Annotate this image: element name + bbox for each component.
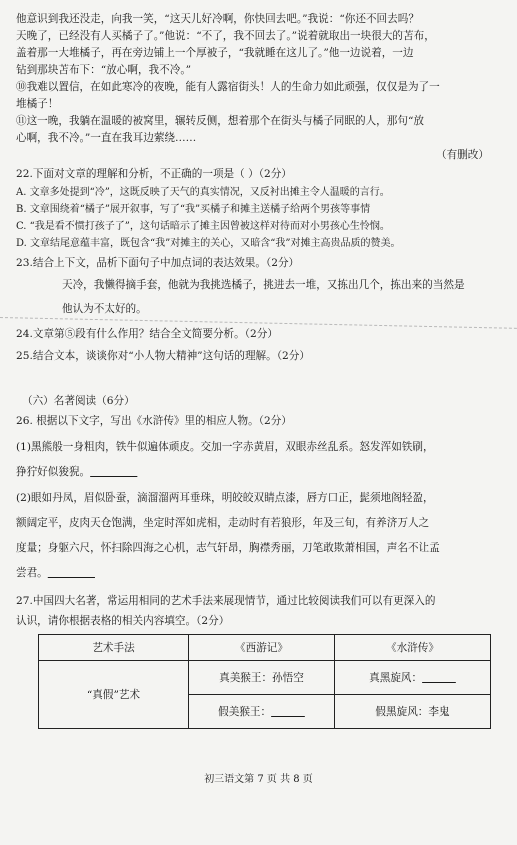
q22-option-a: A. 文章多处提到“冷”，这既反映了天气的真实情况，又反衬出摊主令人温暖的言行。 [16, 187, 390, 198]
table-cell-real-whirlwind [335, 661, 491, 695]
real-whirlwind-label: 真黑旋风： [369, 672, 423, 684]
passage-line: 他意识到我还没走，向我一笑，“这天儿好冷啊，你快回去吧。”我说：“你还不回去吗？ [16, 13, 419, 25]
table-header-shuihu: 《水浒传》 [335, 635, 491, 661]
q26-passage-2: (2)眼如丹凤，眉似卧蚕，滴溜溜两耳垂珠，明皎皎双睛点漆，唇方口正，髭须地阁轻盈， [16, 492, 434, 504]
passage-line: 盖着那一大堆橘子，再在旁边铺上一个厚被子，“我就睡在这儿了。”他一边说着，一边 [16, 47, 414, 59]
table-cell-fake-whirlwind: 假黑旋风：李鬼 [335, 695, 491, 729]
passage-line: ⑪这一晚，我躺在温暖的被窝里，辗转反侧，想着那个在街头与橘子同眠的人，那句“放 [16, 115, 424, 127]
question-22-stem: 22.下面对文章的理解和分析，不正确的一项是（ ）（2分） [16, 168, 292, 180]
source-note: （有删改） [436, 149, 489, 161]
question-23-stem: 23.结合上下文，品析下面句子中加点词的表达效果。（2分） [16, 257, 300, 269]
table-cell-real-monkey: 真美猴王：孙悟空 [189, 661, 335, 695]
q23-quote-line: 他认为不太好的。 [62, 303, 147, 315]
q26-passage-1-end: 狰狞好似狻猊。 [16, 466, 91, 478]
passage-line: 钻到那块苫布下：“放心啊，我不冷。” [16, 64, 192, 76]
passage-line: 天晚了，已经没有人买橘子了。”他说：“不了，我不回去了。”说着就取出一块很大的苫布， [16, 30, 435, 42]
q26-answer-blank-2[interactable] [48, 567, 95, 579]
comparison-table [38, 634, 491, 729]
question-27-stem: 认识，请你根据表格的相关内容填空。（2分） [16, 615, 230, 627]
table-header-xiyouji: 《西游记》 [189, 635, 335, 661]
q26-answer-blank-1[interactable] [90, 466, 137, 478]
page-footer: 初三语文第 7 页 共 8 页 [204, 774, 313, 785]
q22-option-c: C. “我是看不惯打孩子了”，这句话暗示了摊主因曾被这样对待而对小男孩心生怜悯。 [16, 221, 390, 232]
q26-passage-2-end: 尝君。 [16, 567, 48, 579]
q23-quote-line: 天冷，我懒得摘手套，他就为我挑选橘子，挑进去一堆，又拣出几个，拣出来的当然是 [62, 279, 465, 291]
question-27-stem: 27.中国四大名著，常运用相同的艺术手法来展现情节，通过比较阅读我们可以有更深入的 [16, 595, 436, 607]
passage-line: 堆橘子！ [16, 98, 59, 110]
question-26-stem: 26. 根据以下文字，写出《水浒传》里的相应人物。（2分） [16, 415, 292, 427]
q26-passage-2 [16, 566, 95, 580]
q27-answer-blank-2[interactable] [271, 706, 305, 718]
q22-option-d: D. 文章结尾意蕴丰富，既包含“我”对摊主的关心，又暗含“我”对摊主高贵品质的赞美。 [16, 238, 401, 249]
q26-passage-1 [16, 465, 137, 479]
q27-answer-blank-1[interactable] [422, 672, 456, 684]
passage-line: ⑩我难以置信，在如此寒冷的夜晚，能有人露宿街头！人的生命力如此顽强，仅仅是为了一 [16, 81, 440, 93]
question-24: 24.文章第⑤段有什么作用？结合全文简要分析。（2分） [16, 328, 278, 340]
table-header-technique: 艺术手法 [39, 635, 189, 661]
section-6-heading: （六）名著阅读（6分） [22, 395, 135, 407]
q26-passage-1: (1)黑熊般一身粗肉，铁牛似遍体顽皮。交加一字赤黄眉，双眼赤丝乱系。怒发浑如铁刷， [16, 441, 434, 453]
q26-passage-2: 额阔定平，皮肉天仓饱满，坐定时浑如虎相，走动时有若狼形，年及三旬，有养济万人之 [16, 517, 430, 529]
q26-passage-2: 度量；身躯六尺，怀扫除四海之心机，志气轩昂，胸襟秀丽，刀笔敢欺萧相国，声名不让孟 [16, 542, 440, 554]
table-technique-cell: “真假”艺术 [39, 661, 189, 729]
question-25: 25.结合文本，谈谈你对“小人物大精神”这句话的理解。（2分） [16, 350, 310, 362]
fake-monkey-label: 假美猴王： [218, 706, 272, 718]
passage-line: 心啊，我不冷。”一直在我耳边萦绕…… [16, 132, 197, 144]
q22-option-b: B. 文章围绕着“橘子”展开叙事，写了“我”买橘子和摊主送橘子给两个男孩等事情 [16, 204, 371, 215]
table-cell-fake-monkey [189, 695, 335, 729]
